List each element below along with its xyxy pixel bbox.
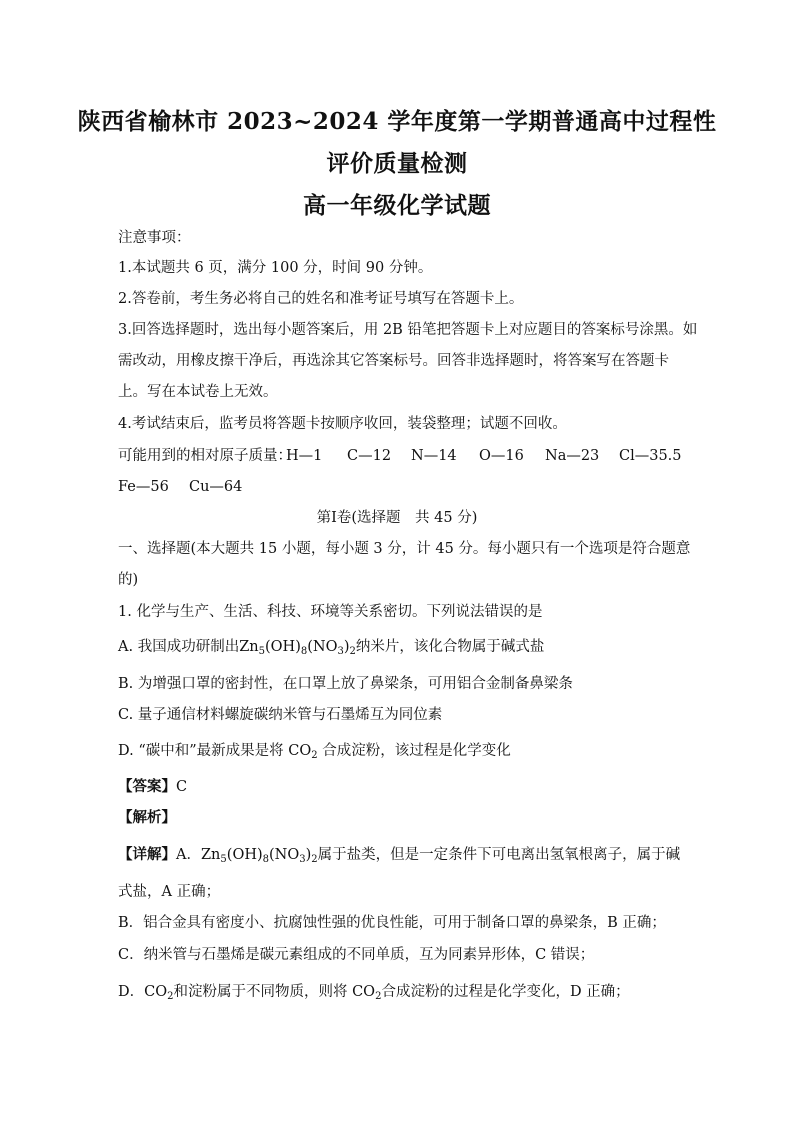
detail-formula-zn: Zn: [200, 847, 221, 863]
question-1-option-d: [118, 741, 511, 761]
section-1-intro-line2: 的): [118, 572, 139, 588]
detail-label: 【详解】: [118, 846, 176, 863]
detail-formula-no3-sub: 3: [299, 854, 306, 865]
formula-no3-sub: 3: [337, 646, 344, 657]
detail-formula-no3: (NO: [269, 847, 300, 863]
detail-formula-oh-sub: 8: [262, 854, 270, 865]
option-d-suffix: 合成淀粉，该过程是化学变化: [317, 743, 511, 759]
atomic-mass-label: 可能用到的相对原子质量：: [118, 448, 292, 464]
mass-cl: Cl—35.5: [619, 448, 682, 464]
answer-value: C: [176, 779, 188, 795]
detail-line-c: C．纳米管与石墨烯是碳元素组成的不同单质，互为同素异形体，C 错误；: [118, 947, 595, 963]
detail-formula-close: ): [305, 847, 312, 863]
exam-title-line1: 陕西省榆林市 2023~2024 学年度第一学期普通高中过程性: [77, 108, 717, 135]
answer-line: [118, 777, 187, 797]
detail-line-b: B．铝合金具有密度小、抗腐蚀性强的优良性能，可用于制备口罩的鼻梁条，B 正确；: [118, 915, 666, 931]
notice-item-4: 4.考试结束后，监考员将答题卡按顺序收回，装袋整理；试题不回收。: [118, 416, 567, 432]
formula-zn-sub: 5: [258, 646, 265, 657]
section-1-title: 第Ⅰ卷(选择题 共 45 分): [316, 510, 478, 526]
detail-formula-zn-sub: 5: [220, 854, 227, 865]
notice-item-2: 2.答卷前，考生务必将自己的姓名和准考证号填写在答题卡上。: [118, 291, 524, 307]
option-d-prefix: D. “碳中和”最新成果是将 CO: [118, 743, 312, 759]
formula-oh: (OH): [265, 639, 301, 655]
analysis-label: 【解析】: [118, 809, 176, 826]
formula-zn: Zn: [239, 639, 259, 655]
detail-d-sub-2: 2: [375, 991, 382, 1002]
detail-line-d: [118, 982, 630, 1002]
mass-c: C—12: [347, 448, 392, 464]
mass-na: Na—23: [545, 448, 600, 464]
option-a-suffix: 纳米片，该化合物属于碱式盐: [355, 639, 545, 655]
notice-item-3-line2: 需改动，用橡皮擦干净后，再选涂其它答案标号。回答非选择题时，将答案写在答题卡: [118, 353, 669, 369]
notice-item-3-line3: 上。写在本试卷上无效。: [118, 384, 278, 400]
analysis-line: [118, 808, 176, 828]
exam-title-line3: 高一年级化学试题: [303, 192, 491, 219]
formula-oh-sub: 8: [300, 646, 308, 657]
mass-fe: Fe—56: [118, 479, 169, 495]
question-1-option-b: B. 为增强口罩的密封性，在口罩上放了鼻梁条，可用铝合金制备鼻梁条: [118, 676, 573, 692]
detail-formula-oh: (OH): [226, 847, 263, 863]
option-a-prefix: A. 我国成功研制出: [118, 639, 240, 655]
detail-d-suffix: 合成淀粉的过程是化学变化，D 正确；: [381, 984, 630, 1000]
mass-cu: Cu—64: [189, 479, 243, 495]
formula-close-sub: 2: [349, 646, 356, 657]
answer-label: 【答案】: [118, 778, 176, 795]
detail-line-a2: 式盐，A 正确；: [118, 884, 221, 900]
mass-h: H—1: [286, 448, 323, 464]
notice-item-3-line1: 3.回答选择题时，选出每小题答案后，用 2B 铅笔把答题卡上对应题目的答案标号涂黑。如: [118, 322, 698, 338]
detail-formula-close-sub: 2: [311, 854, 318, 865]
question-1-option-c: C. 量子通信材料螺旋碳纳米管与石墨烯互为同位素: [118, 707, 443, 723]
notice-heading: 注意事项：: [118, 230, 191, 246]
question-1-stem: 1. 化学与生产、生活、科技、环境等关系密切。下列说法错误的是: [118, 604, 543, 620]
section-1-intro-line1: 一、选择题(本大题共 15 小题，每小题 3 分，计 45 分。每小题只有一个选项是符合题意: [118, 541, 691, 557]
detail-a-prefix: A．: [176, 847, 201, 863]
detail-d-sub-1: 2: [167, 991, 174, 1002]
formula-no3: (NO: [307, 639, 338, 655]
detail-a-suffix: 属于盐类，但是一定条件下可电离出氢氧根离子，属于碱: [317, 847, 681, 863]
notice-item-1: 1.本试题共 6 页，满分 100 分，时间 90 分钟。: [118, 260, 433, 276]
exam-title-line2: 评价质量检测: [326, 150, 468, 177]
detail-d-mid: 和淀粉属于不同物质，则将 CO: [173, 984, 376, 1000]
option-d-sub: 2: [311, 750, 318, 761]
detail-line-a: [118, 845, 680, 865]
question-1-option-a: [118, 637, 544, 657]
detail-d-prefix: D．CO: [118, 984, 168, 1000]
mass-o: O—16: [479, 448, 524, 464]
formula-close: ): [343, 639, 350, 655]
mass-n: N—14: [411, 448, 457, 464]
